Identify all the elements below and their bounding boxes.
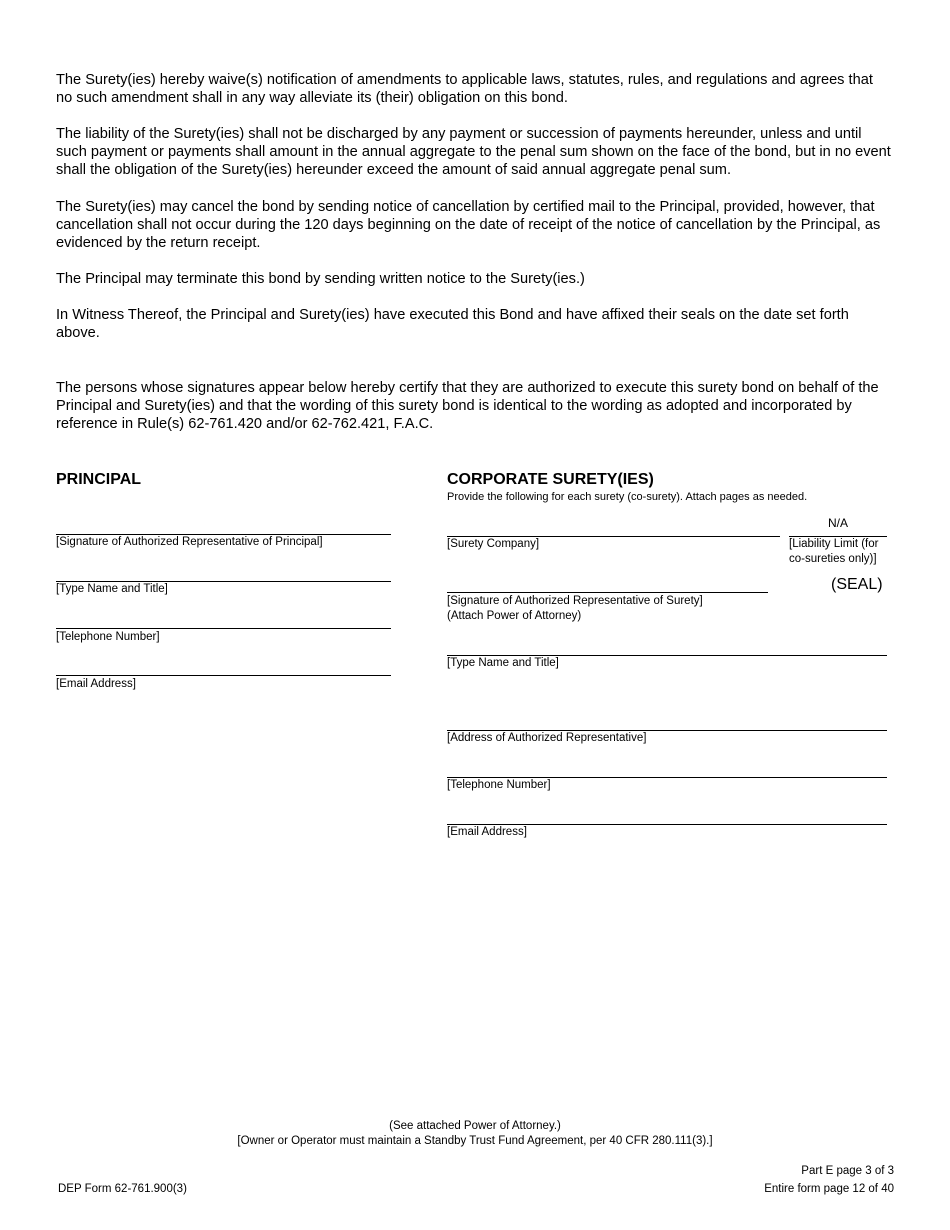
surety-email-label: [Email Address] <box>447 826 527 838</box>
paragraph-amendments-waiver: The Surety(ies) hereby waive(s) notification of amendments to applicable laws, statutes, rules, and regulations and agrees that no such amendment shall in any way alleviate its (their) obligation on this bond. <box>56 72 873 106</box>
principal-phone-label: [Telephone Number] <box>56 631 160 643</box>
paragraph-certification: The persons whose signatures appear below hereby certify that they are authorized to execute this surety bond on behalf of the Principal and Surety(ies) and that the wording of this surety bond is identical to the wording as adopted and incorporated by reference in Rule(s) 62-761.420 and/or 62-762.421, F.A.C. <box>56 380 879 432</box>
principal-heading: PRINCIPAL <box>56 471 142 488</box>
part-page-number: Part E page 3 of 3 <box>801 1165 894 1177</box>
surety-address-label: [Address of Authorized Representative] <box>447 732 647 744</box>
liability-limit-value: N/A <box>827 516 848 530</box>
principal-phone-line[interactable] <box>56 628 391 629</box>
power-of-attorney-note: (See attached Power of Attorney.) <box>389 1120 561 1132</box>
principal-email-line[interactable] <box>56 675 391 676</box>
surety-name-label: [Type Name and Title] <box>447 657 559 669</box>
surety-heading: CORPORATE SURETY(IES) <box>447 471 654 488</box>
paragraph-witness: In Witness Thereof, the Principal and Surety(ies) have executed this Bond and have affixed their seals on the date set forth above. <box>56 307 849 341</box>
entire-form-page-number: Entire form page 12 of 40 <box>764 1183 894 1195</box>
surety-signature-line[interactable] <box>447 592 768 593</box>
form-number: DEP Form 62-761.900(3) <box>58 1183 187 1195</box>
principal-email-label: [Email Address] <box>56 678 136 690</box>
surety-signature-label: [Signature of Authorized Representative of Surety] <box>447 595 703 607</box>
liability-limit-label: [Liability Limit (for co-sureties only)] <box>789 538 879 565</box>
surety-instruction: Provide the following for each surety (co-surety). Attach pages as needed. <box>447 491 808 503</box>
principal-signature-label: [Signature of Authorized Representative of Principal] <box>56 536 323 548</box>
paragraph-liability-discharge: The liability of the Surety(ies) shall not be discharged by any payment or succession of payments hereunder, unless and until such payment or payments shall amount in the annual aggregate to the penal sum shown on the face of the bond, but in no event shall the obligation of the Surety(ies) hereunder exceed the amount of said annual aggregate penal sum. <box>56 126 891 178</box>
principal-name-label: [Type Name and Title] <box>56 583 168 595</box>
surety-signature-note: (Attach Power of Attorney) <box>447 610 582 622</box>
surety-company-label: [Surety Company] <box>447 538 540 550</box>
trust-fund-note: [Owner or Operator must maintain a Standby Trust Fund Agreement, per 40 CFR 280.111(3).] <box>237 1135 713 1147</box>
surety-phone-label: [Telephone Number] <box>447 779 551 791</box>
paragraph-cancellation: The Surety(ies) may cancel the bond by sending notice of cancellation by certified mail to the Principal, provided, however, that cancellation shall not occur during the 120 days beginning on the date of receipt of the notice of cancellation by the Principal, as evidenced by the return receipt. <box>56 199 881 251</box>
paragraph-termination: The Principal may terminate this bond by sending written notice to the Surety(ies.) <box>56 271 585 287</box>
seal-placeholder: (SEAL) <box>831 576 883 593</box>
